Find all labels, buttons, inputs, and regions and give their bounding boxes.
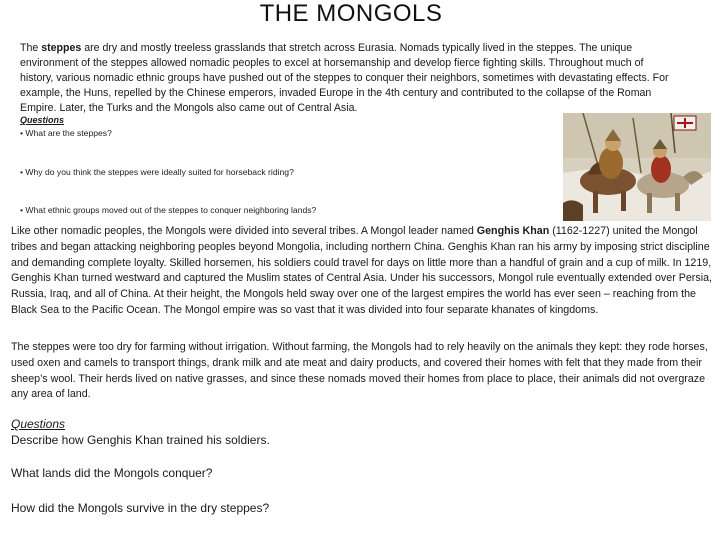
question-item: How did the Mongols survive in the dry steppes? <box>11 501 270 515</box>
questions-heading-small: Questions <box>20 115 65 125</box>
keyword-genghis-khan: Genghis Khan <box>476 225 550 237</box>
questions-heading-large: Questions <box>11 417 66 431</box>
question-item: What lands did the Mongols conquer? <box>11 466 213 480</box>
question-item: • Why do you think the steppes were ideally suited for horseback riding? <box>20 167 294 177</box>
keyword-steppes: steppes <box>41 42 82 54</box>
intro-paragraph <box>20 41 670 116</box>
question-item: • What ethnic groups moved out of the steppes to conquer neighboring lands? <box>20 205 317 215</box>
mongol-horsemen-image <box>563 113 711 221</box>
page-title: THE MONGOLS <box>259 0 443 27</box>
genghis-khan-paragraph <box>11 224 713 319</box>
question-item: • What are the steppes? <box>20 128 112 138</box>
steppes-life-paragraph: The steppes were too dry for farming without irrigation. Without farming, the Mongols had to rely heavily on the animals they kept: they rode horses, used oxen and camels to transport things, drank milk and ate meat and dairy products, and covered their homes with felt that they made from their sheep’s wool. Their herds lived on native grasses, and since these nomads moved their homes from place to place, their animals did not overgraze any area of land. <box>11 341 708 401</box>
paragraph-text: Like other nomadic peoples, the Mongols were divided into several tribes. A Mongol leader named <box>11 225 477 237</box>
mongol-horsemen-illustration <box>563 113 711 221</box>
paragraph-text: (1162-1227) united the Mongol tribes and began attacking neighboring peoples beyond Mongolia, including northern China. Genghis Khan ran his army by imposing strict discipline and demanding complete loyalty. Skilled horsemen, his soldiers could travel for days on little more than a handful of grain and a cup of milk. In 1219, Genghis Khan turned westward and captured the Muslim states of Central Asia. Under his successors, Mongol rule eventually extended over Persia, Russia, Iraq, and all of China. At their height, the Mongols held sway over one of the largest empires the world has ever seen – reaching from the Black Sea to the Pacific Ocean. The Mongol empire was so vast that it was divided into four separate khanates of kingdoms. <box>11 225 712 316</box>
question-item: Describe how Genghis Khan trained his soldiers. <box>11 433 270 447</box>
intro-text-after: are dry and mostly treeless grasslands that stretch across Eurasia. Nomads typically lived in the steppes. The unique environment of the steppes allowed nomadic peoples to excel at horsemanship and develop fierce fighting skills. Throughout much of history, various nomadic ethnic groups have pushed out of the steppes to conquer their neighbors, sometimes with devastating effects. For example, the Huns, repelled by the Chinese emperors, invaded Europe in the 4th century and contributed to the collapse of the Roman Empire. Later, the Turks and the Mongols also came out of Central Asia. <box>20 42 669 114</box>
intro-text-before: The <box>20 42 42 54</box>
